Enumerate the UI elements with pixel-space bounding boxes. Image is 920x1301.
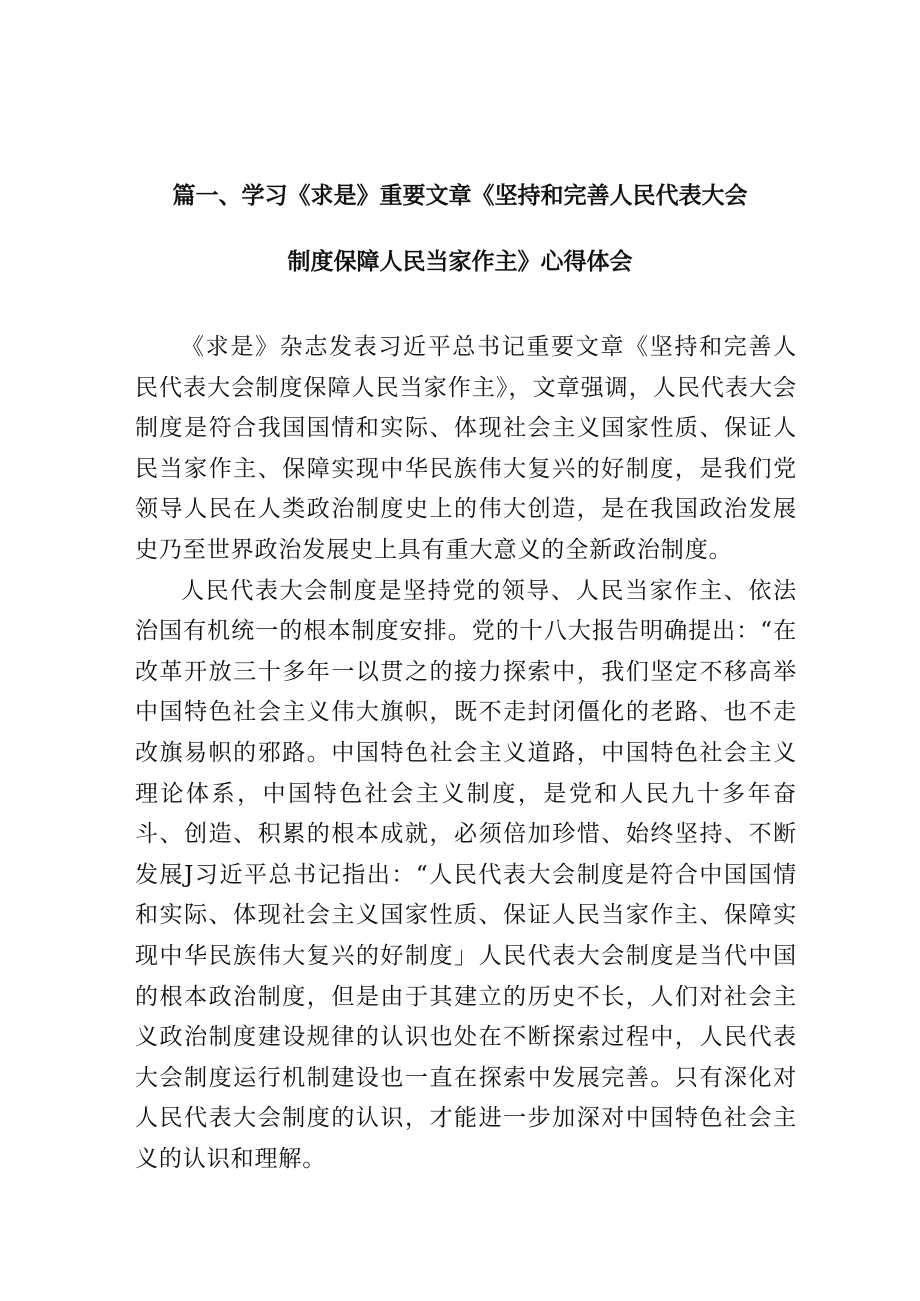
document-title [130, 163, 790, 295]
document-body [135, 327, 797, 1179]
paragraph-2: 人民代表大会制度是坚持党的领导、人民当家作主、依法治国有机统一的根本制度安排。党的十八大报告明确提出：“在改革开放三十多年一以贯之的接力探索中，我们坚定不移高举中国特色社会主义伟大旗帜，既不走封闭僵化的老路、也不走改旗易帜的邪路。中国特色社会主义道路，中国特色社会主义理论体系，中国特色社会主义制度，是党和人民九十多年奋斗、创造、积累的根本成就，必须倍加珍惜、始终坚持、不断发展J习近平总书记指出：“人民代表大会制度是符合中国国情和实际、体现社会主义国家性质、保证人民当家作主、保障实现中华民族伟大复兴的好制度」人民代表大会制度是当代中国的根本政治制度，但是由于其建立的历史不长，人们对社会主义政治制度建设规律的认识也处在不断探索过程中，人民代表大会制度运行机制建设也一直在探索中发展完善。只有深化对人民代表大会制度的认识，才能进一步加深对中国特色社会主义的认识和理解。 [135, 577, 797, 1172]
title-line-1: 篇一、学习《求是》重要文章《坚持和完善人民代表大会 [172, 183, 748, 209]
paragraph-1: 《求是》杂志发表习近平总书记重要文章《坚持和完善人民代表大会制度保障人民当家作主》，文章强调，人民代表大会制度是符合我国国情和实际、体现社会主义国家性质、保证人民当家作主、保障实现中华民族伟大复兴的好制度，是我们党领导人民在人类政治制度史上的伟大创造，是在我国政治发展史乃至世界政治发展史上具有重大意义的全新政治制度。 [135, 334, 797, 563]
title-line-2: 制度保障人民当家作主》心得体会 [287, 249, 633, 275]
